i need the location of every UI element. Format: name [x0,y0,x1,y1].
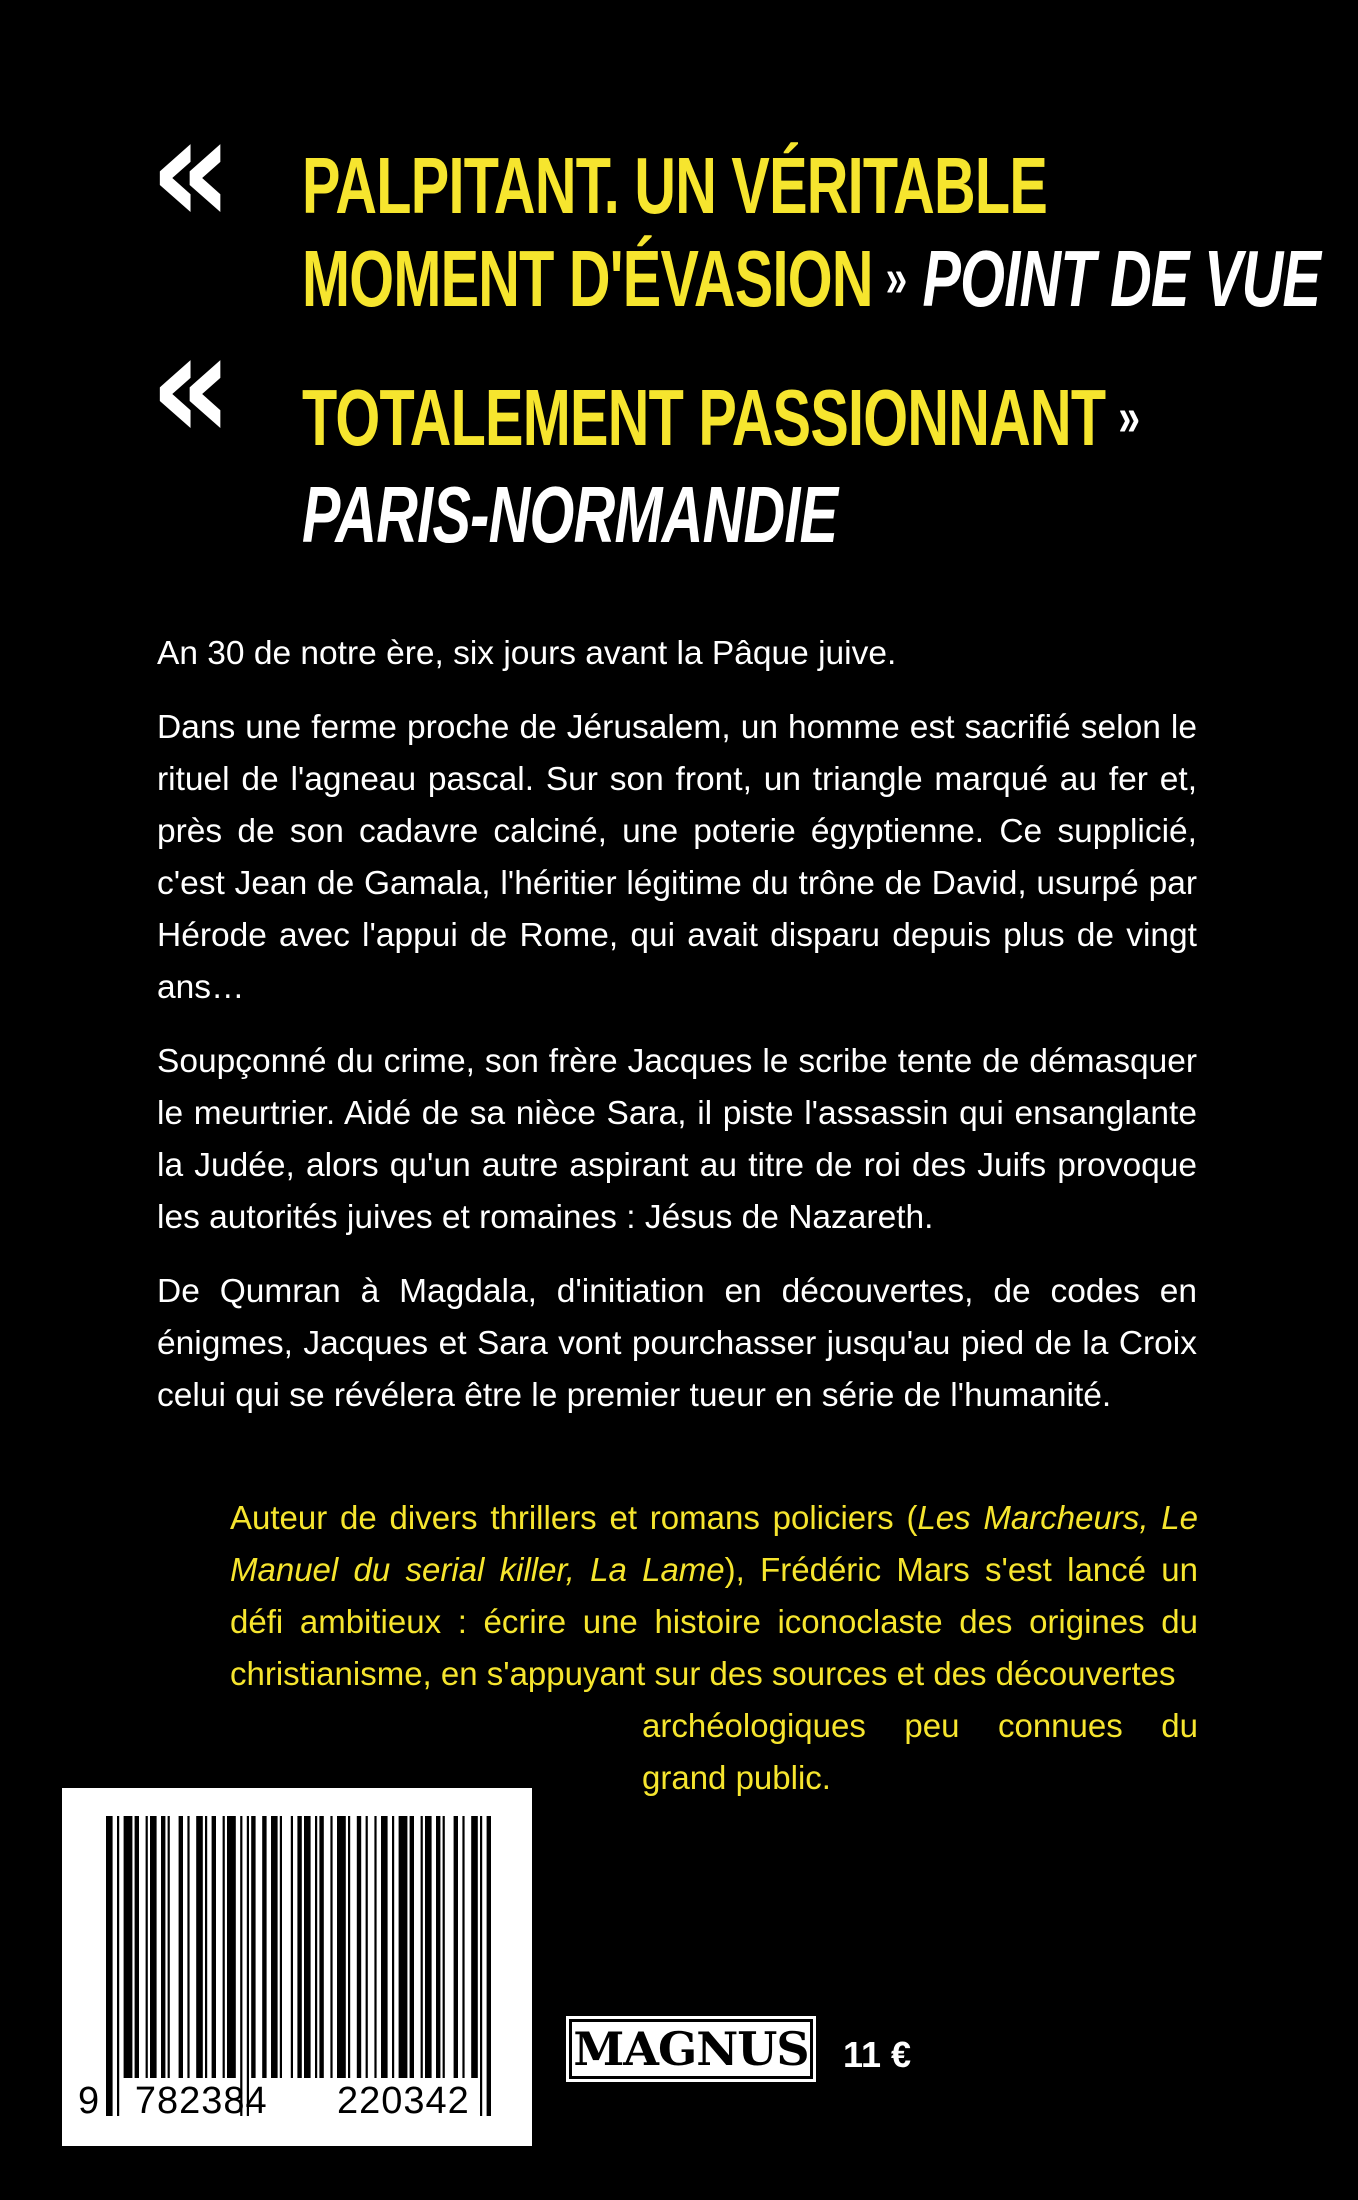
publisher-name: MAGNUS [569,2019,813,2079]
barcode-bar [487,1816,491,2116]
synopsis-paragraph: Dans une ferme proche de Jérusalem, un homme est sacrifié selon le rituel de l'agneau pascal. Sur son front, un triangle marqué au fer et, près de son cadavre calciné, une poterie égyptienne. Ce supplicié, c'est Jean de Gamala, l'héritier légitime du trône de David, usurpé par Hérode avec l'appui de Rome, qui avait disparu depuis plus de vingt ans… [157,709,1197,1006]
quote-2-line-1 [302,373,1155,462]
barcode-bar [366,1816,368,2078]
quote-1-source: POINT DE VUE [922,234,1321,323]
synopsis-paragraph: Soupçonné du crime, son frère Jacques le scribe tente de démasquer le meurtrier. Aidé de sa nièce Sara, il piste l'assassin qui ensanglante la Judée, alors qu'un autre aspirant au titre de roi des Juifs provoque les autorités juives et romaines : Jésus de Nazareth. [157,1043,1197,1236]
barcode-bar [436,1816,440,2078]
barcode-bar [146,1816,148,2078]
barcode-bar [187,1816,189,2078]
barcode-bar [357,1816,361,2078]
barcode-digits-left: 782384 [134,2080,268,2122]
barcode-bar [161,1816,165,2078]
barcode-bar [124,1816,133,2078]
barcode-bar [297,1816,301,2078]
barcode-bar [135,1816,139,2078]
quote-2-text: TOTALEMENT PASSIONNANT [302,373,1106,462]
barcode-bar [374,1816,376,2078]
quote-2-source: PARIS-NORMANDIE [302,470,838,559]
barcode-bar [227,1816,236,2078]
barcode-bar [480,1816,482,2116]
barcode-bar [471,1816,478,2078]
open-quote-mark: « [150,300,233,474]
author-bio-titles: Les Marcheurs, Le Manuel du serial killer, La Lame [230,1499,1198,1588]
barcode-bar [271,1816,278,2078]
barcode-bar [196,1816,203,2078]
barcode-bar [280,1816,282,2078]
barcode-bar [262,1816,266,2078]
barcode-bar [168,1816,170,2078]
barcode-bar [399,1816,408,2078]
quote-1-line-1: PALPITANT. UN VÉRITABLE [302,141,1048,230]
barcode-digit-first: 9 [78,2080,101,2122]
barcode-bar [410,1816,414,2078]
barcode-bar [319,1816,323,2078]
author-bio-main [230,1492,1198,1700]
barcode-bar [117,1816,119,2116]
barcode-bar [330,1816,332,2078]
author-bio-before: Auteur de divers thrillers et romans policiers ( [230,1499,918,1536]
close-quote-mark: » [1118,387,1140,447]
synopsis-paragraph: An 30 de notre ère, six jours avant la Pâque juive. [157,635,897,672]
barcode-bar [462,1816,464,2078]
quote-1-line-2 [302,234,1321,323]
barcode-bar [106,1816,113,2116]
barcode-bar [454,1816,458,2078]
open-quote-mark: « [150,84,233,258]
barcode-bar [179,1816,183,2078]
barcode-bar [421,1816,423,2078]
barcode-bar [425,1816,432,2078]
isbn-barcode [62,1788,532,2146]
price: 11 € [843,2034,912,2075]
barcode-bar [251,1816,255,2078]
barcode-bar [247,1816,249,2116]
barcode-digits [78,2080,470,2123]
synopsis [157,628,1197,1444]
barcode-bar [381,1816,388,2078]
barcode-bar [212,1816,216,2078]
barcode-digits-right: 220342 [337,2080,470,2122]
barcode-bar [223,1816,225,2078]
barcode-bar [150,1816,157,2078]
barcode-bar [291,1816,293,2078]
barcode-bar [348,1816,350,2078]
barcode-bar [304,1816,311,2078]
quote-1-line-2-text: MOMENT D'ÉVASION [302,234,873,323]
barcode-bar [240,1816,242,2116]
barcode-bar [205,1816,207,2078]
author-bio-end: archéologiques peu connues du grand public. [642,1707,1198,1796]
synopsis-paragraph: De Qumran à Magdala, d'initiation en découvertes, de codes en énigmes, Jacques et Sara vont pourchasser jusqu'au pied de la Croix celui qui se révélera être le premier tueur en série de l'humanité. [157,1273,1197,1414]
author-bio-after: ), Frédéric Mars s'est lancé un défi ambitieux : écrire une histoire iconoclaste des origines du christianisme, en s'appuyant sur des sources et des découvertes [230,1551,1198,1692]
barcode-bar [315,1816,317,2078]
close-quote-mark: » [885,248,907,308]
barcode-bar [392,1816,394,2078]
author-bio [230,1492,1198,1804]
publisher-logo [566,2016,816,2082]
barcode-bar [337,1816,346,2078]
barcode-bar [443,1816,445,2078]
